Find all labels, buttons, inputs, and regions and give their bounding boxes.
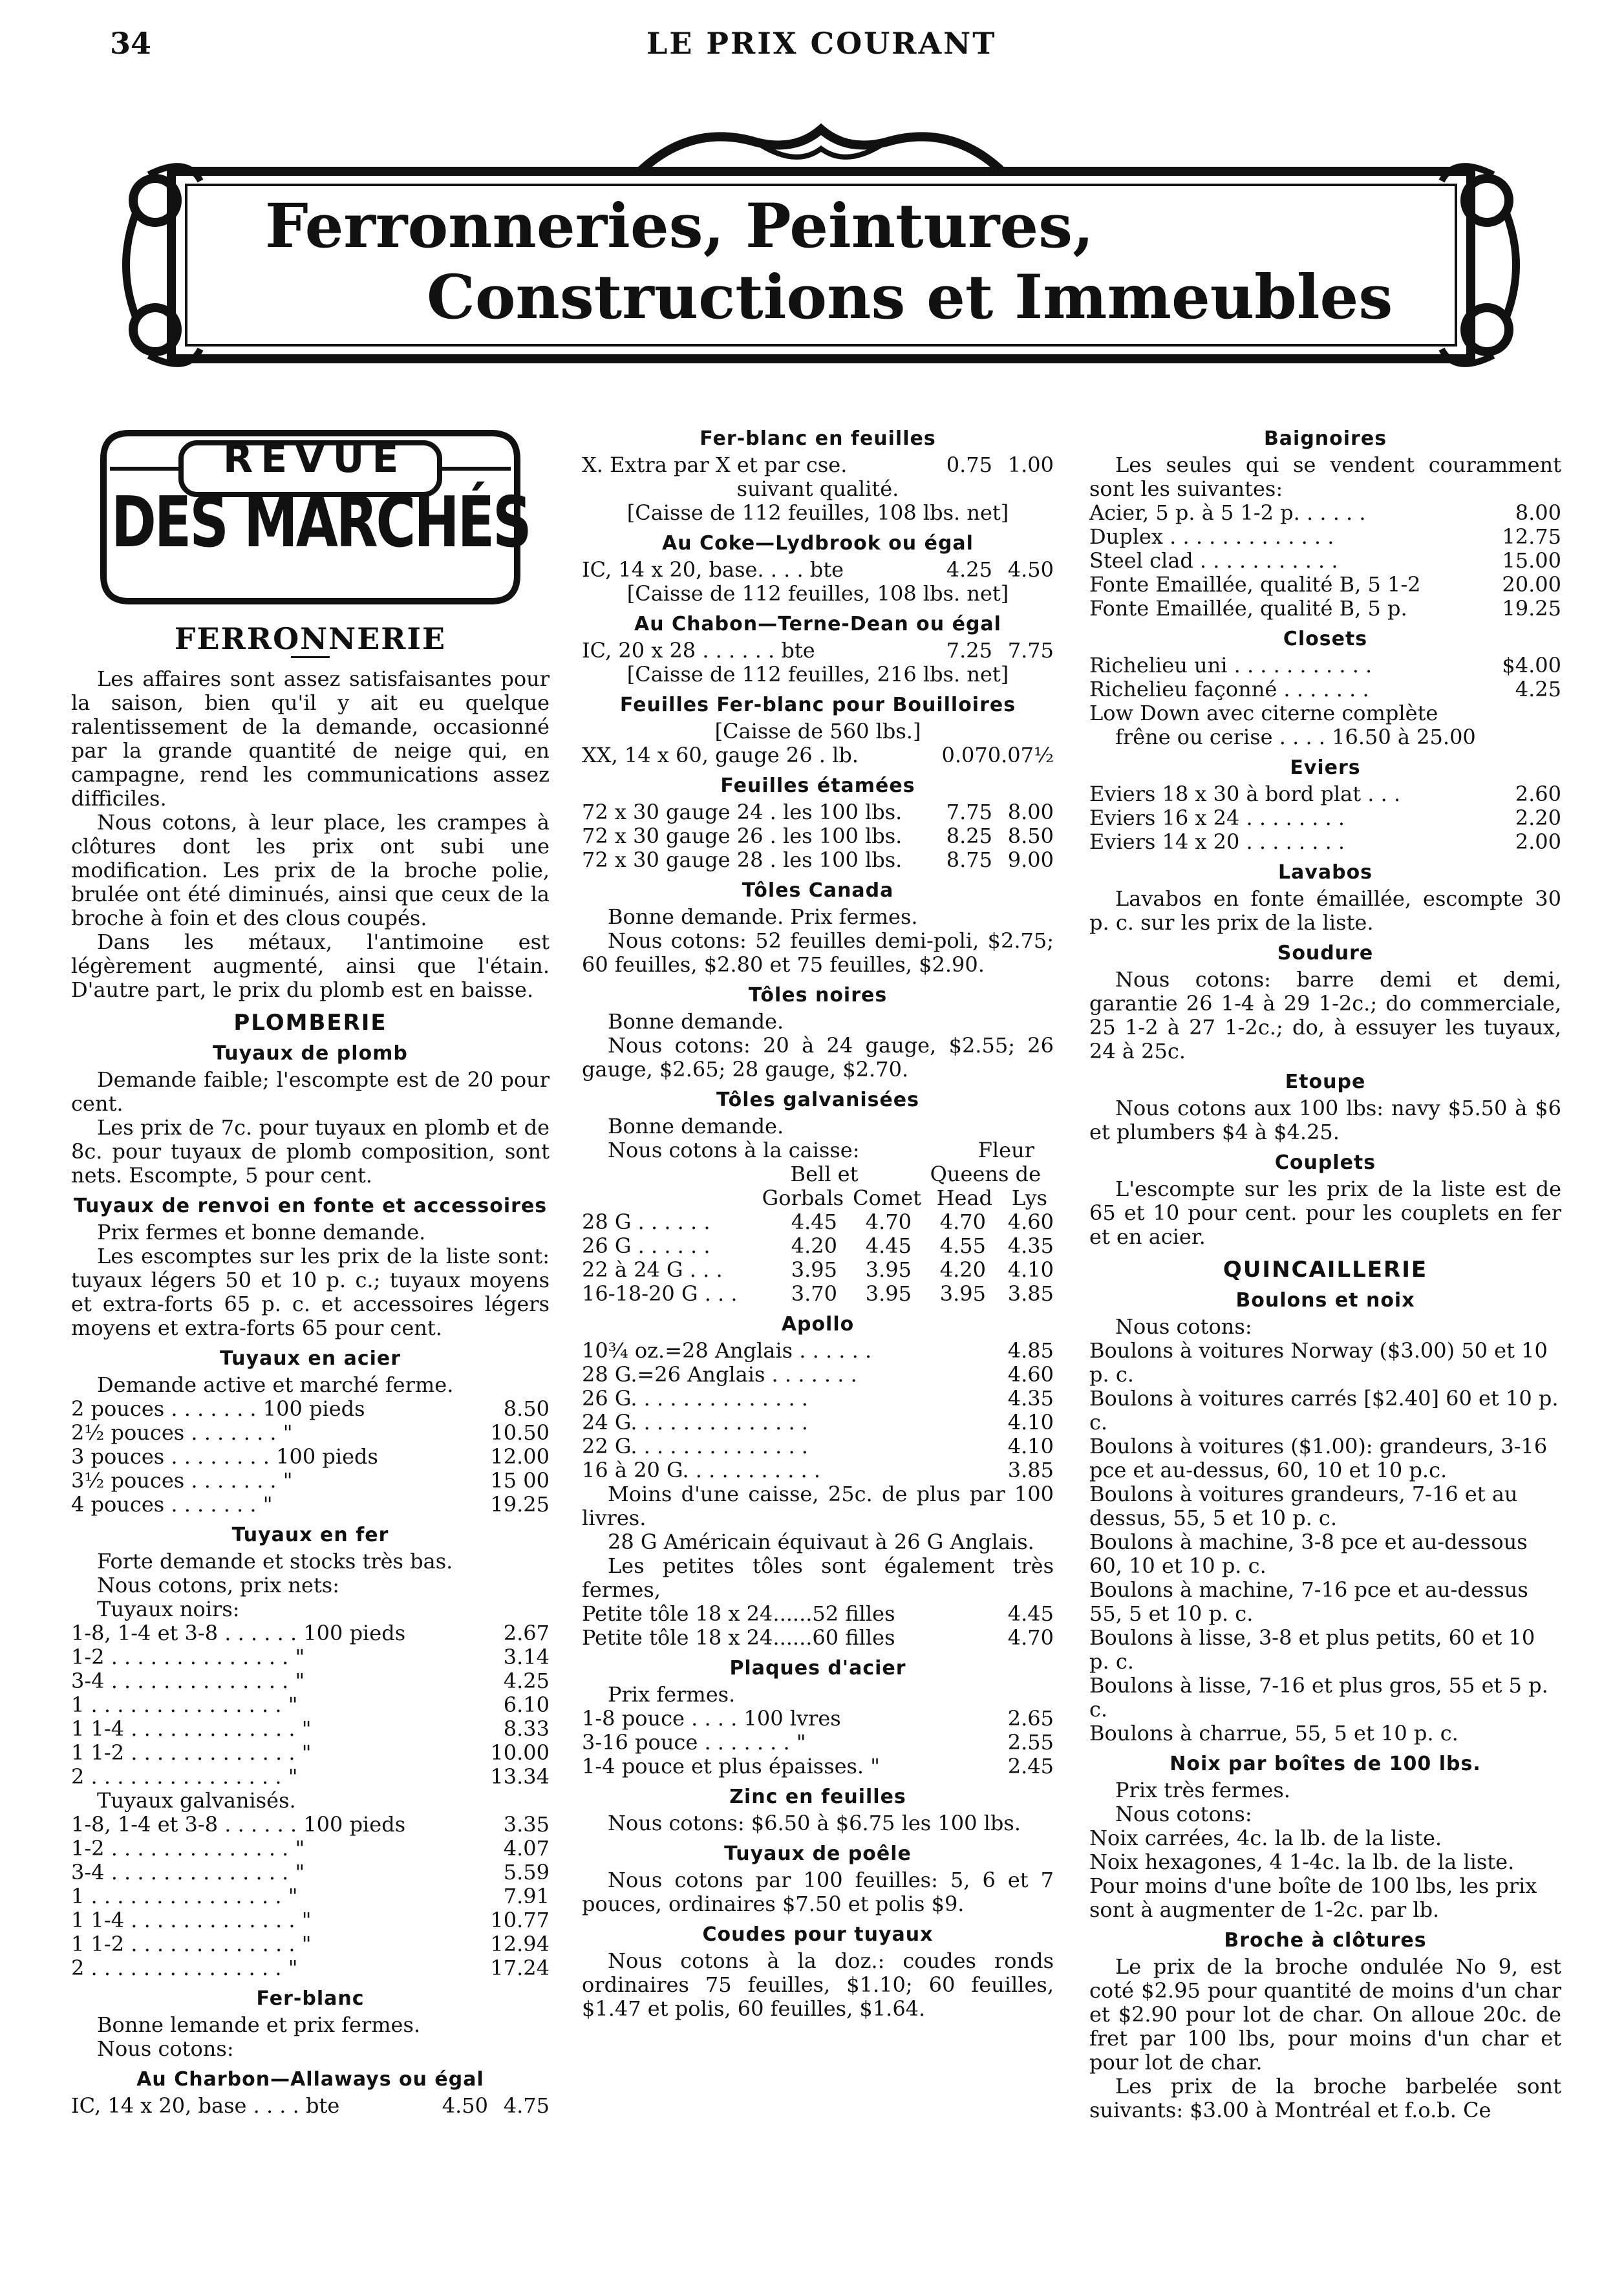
subsection-heading: Closets [1283,628,1368,650]
journal-title: LE PRIX COURANT [646,26,997,61]
paragraph: Moins d'une caisse, 25c. de plus par 100 livres. [582,1482,1054,1530]
paragraph: Le prix de la broche ondulée No 9, est coté $2.95 pour quantité de moins d'un char et $2.90 pour lot de char. On alloue 20c. de fret par 100 lbs, pour moins d'un char et pour lot de char. [1089,1954,1561,2075]
price-row [582,558,1054,582]
row-price: 8.00 [1007,800,1054,824]
row-label: 72 x 30 gauge 26 . les 100 lbs. [582,824,903,848]
price-row [71,1621,550,1645]
row-price: 4.85 [1007,1338,1054,1363]
price-row [71,1932,550,1956]
row-price: 8.50 [1007,824,1054,848]
subsection-heading: Zinc en feuilles [729,1786,906,1808]
row-price: 8.75 [946,848,992,872]
row-price: 4.50 [1007,557,1054,582]
price-row [582,1707,1054,1731]
price-row [582,1602,1054,1626]
paragraph: 28 G Américain équivaut à 26 G Anglais. [608,1530,1034,1554]
row-label: 1 1-2 . . . . . . . . . . . . . " [71,1932,312,1956]
row-price: 8.50 [503,1396,550,1421]
subsection-heading: Tuyaux de plomb [213,1042,408,1065]
table-row [582,1210,1054,1234]
table-header-row [582,1162,1054,1186]
column-header: Gorbals [762,1186,844,1210]
price-row [71,1397,550,1421]
price-row [582,1731,1054,1755]
row-price: 0.07½ [987,743,1054,767]
paragraph: Nous cotons: 52 feuilles demi-poli, $2.75; 60 feuilles, $2.80 et 75 feuilles, $2.90. [582,928,1054,977]
subsection-heading: Tuyaux en acier [219,1347,401,1370]
list-line: frêne ou cerise . . . . 16.50 à 25.00 [1115,725,1476,749]
row-label: 72 x 30 gauge 28 . les 100 lbs. [582,848,903,872]
column-3 [1089,420,1561,2122]
price-row [582,1339,1054,1363]
price-row [582,824,1054,848]
subsection-heading: Au Coke—Lydbrook ou égal [662,532,974,555]
price-row [71,1956,550,1980]
subsection-heading: Tôles galvanisées [716,1089,920,1111]
table-row [582,1258,1054,1282]
row-label: Richelieu façonné . . . . . . . [1089,678,1369,701]
row-price: 19.25 [490,1492,550,1517]
paragraph: Les affaires sont assez satisfaisantes pour la saison, bien qu'il y ait eu quelque ralentissement de la demande, occasionné par la grande quantité de neige qui, en campagne, rend les communications assez difficiles. [71,667,550,811]
row-label: IC, 20 x 28 . . . . . . bte [582,639,815,663]
row-price: 2.65 [1007,1706,1054,1731]
row-label: 1-8, 1-4 et 3-8 . . . . . . 100 pieds [71,1813,406,1837]
row-price: 8.33 [503,1716,550,1741]
price-row [71,1669,550,1693]
paragraph: Nous cotons: [1115,1802,1252,1826]
table-row [582,1282,1054,1306]
price-row [582,1411,1054,1435]
price-row [71,1741,550,1765]
column-header: Lys [1011,1186,1047,1210]
row-label: 2½ pouces . . . . . . . " [71,1421,293,1445]
row-price: 4.25 [503,1669,550,1693]
paragraph: Nous cotons: [1115,1314,1252,1339]
logo-word-revue: REVUE [223,436,407,482]
price-row [582,639,1054,663]
subsection-heading: Tuyaux en fer [231,1524,389,1546]
row-price: 2.60 [1515,782,1561,806]
section-heading: PLOMBERIE [233,1010,387,1036]
row-label: 28 G . . . . . . [582,1210,710,1234]
subsection-heading: Tuyaux de poêle [724,1842,912,1865]
row-price: 4.25 [946,557,992,582]
row-price: 4.35 [1007,1233,1054,1258]
row-price: 6.10 [503,1692,550,1717]
row-label: Fonte Emaillée, qualité B, 5 p. [1089,597,1407,621]
banner-title-line1: Ferronneries, Peintures, [265,191,1094,262]
row-label: 1 1-4 . . . . . . . . . . . . . " [71,1908,312,1932]
price-table [71,1621,550,1789]
page-header [110,26,1532,71]
row-label: 2 pouces . . . . . . . 100 pieds [71,1397,365,1421]
row-price: 4.10 [1007,1410,1054,1435]
row-price: 12.75 [1502,524,1561,549]
paragraph: Prix très fermes. [1115,1778,1290,1802]
price-row [582,1626,1054,1650]
row-price: 7.75 [1007,638,1054,663]
list-item: Pour moins d'une boîte de 100 lbs, les prix sont à augmenter de 1-2c. par lb. [1089,1873,1537,1922]
row-label: Eviers 14 x 20 . . . . . . . . [1089,830,1345,854]
paragraph: Nous cotons par 100 feuilles: 5, 6 et 7 pouces, ordinaires $7.50 et polis $9. [582,1868,1054,1916]
row-label: Duplex . . . . . . . . . . . . . [1089,525,1334,549]
price-row [582,743,1054,767]
price-row [582,1435,1054,1458]
row-price: 0.07 [941,743,988,767]
row-label: 26 G. . . . . . . . . . . . . . [582,1387,808,1411]
row-price: 4.35 [1007,1386,1054,1411]
row-label: 3-4 . . . . . . . . . . . . . . " [71,1669,305,1693]
subsection-heading: Etoupe [1285,1071,1366,1093]
row-price: 4.70 [1007,1625,1054,1650]
row-label: 1-8, 1-4 et 3-8 . . . . . . 100 pieds [71,1621,406,1645]
note: suivant qualité. [736,476,899,501]
logo-word-des-marches: DES MARCHÉS [111,482,530,563]
note: [Caisse de 112 feuilles, 216 lbs. net] [626,662,1009,687]
price-row [71,1861,550,1884]
price-row [1089,678,1561,701]
row-price: 7.25 [946,638,992,663]
row-label: 1-2 . . . . . . . . . . . . . . " [71,1837,305,1861]
table-header-row [582,1186,1054,1210]
row-price: 3.85 [1007,1281,1054,1306]
list-item: Boulons à machine, 7-16 pce et au-dessus 55, 5 et 10 p. c. [1089,1577,1528,1626]
paragraph: Les prix de 7c. pour tuyaux en plomb et de 8c. pour tuyaux de plomb composition, sont nets. Escompte, 5 pour cent. [71,1115,550,1188]
row-price: 10.77 [490,1908,550,1932]
row-price: 12.94 [490,1932,550,1956]
row-price: 20.00 [1502,572,1561,597]
price-row [1089,549,1561,573]
row-price: 4.70 [939,1210,986,1234]
paragraph: Nous cotons: 20 à 24 gauge, $2.55; 26 gauge, $2.65; 28 gauge, $2.70. [582,1033,1054,1082]
row-price: 4.70 [865,1210,912,1234]
column-1 [71,420,550,2118]
row-price: 8.25 [946,824,992,848]
row-label: 1 1-4 . . . . . . . . . . . . . " [71,1717,312,1741]
row-label: X. Extra par X et par cse. [582,453,848,477]
table-intro-text: Nous cotons à la caisse: [608,1138,860,1162]
price-row [1089,573,1561,597]
row-label: 2 . . . . . . . . . . . . . . . " [71,1765,298,1789]
row-price: 8.00 [1515,500,1561,525]
subsection-heading: Plaques d'acier [729,1657,906,1680]
row-price: 3.35 [503,1812,550,1837]
row-price: 1.00 [1007,453,1054,477]
row-price: 4.45 [1007,1601,1054,1626]
price-row [1089,806,1561,830]
row-label: 16-18-20 G . . . [582,1282,738,1306]
row-price: 0.75 [946,453,992,477]
row-price: 4.07 [503,1836,550,1861]
price-row [71,1445,550,1469]
row-price: 17.24 [490,1956,550,1980]
subsection-heading: Feuilles Fer-blanc pour Bouilloires [619,694,1016,716]
price-row [582,1755,1054,1778]
row-label: 10¾ oz.=28 Anglais . . . . . . [582,1339,872,1363]
row-label: 3-4 . . . . . . . . . . . . . . " [71,1861,305,1884]
row-price: 4.50 [442,2093,488,2118]
row-label: XX, 14 x 60, gauge 26 . lb. [582,743,859,767]
row-price: 4.60 [1007,1210,1054,1234]
section-title-ferronnerie: FERRONNERIE [174,621,447,656]
row-price: 4.20 [939,1257,986,1282]
note: [Caisse de 112 feuilles, 108 lbs. net] [626,581,1009,606]
paragraph: Les escomptes sur les prix de la liste sont: tuyaux légers 50 et 10 p. c.; tuyaux moyens et extra-forts 65 p. c. et accessoires légers moyens et extra-forts 65 pour cent. [71,1244,550,1340]
row-label: 3-16 pouce . . . . . . . " [582,1731,806,1755]
column-header: Bell et [790,1162,859,1186]
column-2 [582,420,1054,2021]
list-item: Boulons à voitures grandeurs, 7-16 et au dessus, 55, 5 et 10 p. c. [1089,1482,1518,1530]
row-label: 22 G. . . . . . . . . . . . . . [582,1435,808,1458]
price-row [71,1693,550,1717]
price-row [71,1645,550,1669]
paragraph: Forte demande et stocks très bas. [97,1549,453,1574]
subsection-heading: Boulons et noix [1235,1289,1415,1312]
row-label: Steel clad . . . . . . . . . . . [1089,549,1338,573]
list-item: Boulons à lisse, 7-16 et plus gros, 55 et 5 p. c. [1089,1673,1548,1722]
price-row [1089,830,1561,854]
subsection-heading: Fer-blanc [256,1987,365,2010]
subsection-heading: Baignoires [1263,427,1387,450]
subsection-heading: Coudes pour tuyaux [702,1923,934,1946]
subsection-heading: Tôles Canada [742,879,894,902]
revue-des-marches-logo [84,420,537,614]
column-header: Fleur [978,1138,1034,1162]
row-price: 13.34 [490,1764,550,1789]
row-price: 4.75 [503,2093,550,2118]
row-price: 4.25 [1515,677,1561,701]
price-row [1089,782,1561,806]
row-price: 3.95 [791,1257,837,1282]
price-row [582,453,1054,477]
list-caption: Tuyaux noirs: [97,1597,240,1621]
price-row [582,800,1054,824]
list-item: Boulons à voitures Norway ($3.00) 50 et 10 p. c. [1089,1338,1548,1387]
banner-title-line2: Constructions et Immeubles [427,262,1393,333]
row-price: 2.20 [1515,806,1561,830]
price-row [71,1469,550,1493]
paragraph: Nous cotons: barre demi et demi, garantie 26 1-4 à 29 1-2c.; do commerciale, 25 1-2 à 27 1-2c.; do, à essuyer les tuyaux, 24 à 25c. [1089,967,1561,1063]
list-line: Low Down avec citerne complète [1089,701,1438,725]
row-label: 1-4 pouce et plus épaisses. " [582,1755,880,1778]
column-header: Comet [853,1186,921,1210]
list-item: Boulons à lisse, 3-8 et plus petits, 60 et 10 p. c. [1089,1625,1535,1674]
paragraph: Bonne demande. [608,1114,784,1138]
row-price: 4.55 [939,1233,986,1258]
paragraph: L'escompte sur les prix de la liste est de 65 et 10 pour cent. pour les couplets en fer et en acier. [1089,1177,1561,1249]
row-label: 1 . . . . . . . . . . . . . . . " [71,1693,298,1717]
price-row [582,848,1054,872]
row-label: Acier, 5 p. à 5 1-2 p. . . . . . [1089,501,1366,525]
paragraph: Demande active et marché ferme. [97,1372,454,1397]
row-price: 4.45 [865,1233,912,1258]
paragraph: Les seules qui se vendent couramment sont les suivantes: [1089,453,1561,501]
row-price: 2.55 [1007,1730,1054,1755]
paragraph: Bonne demande. [608,1009,784,1034]
row-label: 2 . . . . . . . . . . . . . . . " [71,1956,298,1980]
price-row [71,1765,550,1789]
list-item: Noix hexagones, 4 1-4c. la lb. de la liste. [1089,1850,1515,1874]
row-price: 4.20 [791,1233,837,1258]
paragraph: Nous cotons: $6.50 à $6.75 les 100 lbs. [608,1811,1021,1835]
price-row [71,1421,550,1445]
row-label: 1-8 pouce . . . . 100 lvres [582,1707,841,1731]
paragraph: Bonne demande. Prix fermes. [608,904,918,929]
price-row [71,1908,550,1932]
subsection-heading: Tuyaux de renvoi en fonte et accessoires [73,1195,548,1217]
paragraph: Demande faible; l'escompte est de 20 pour cent. [71,1067,550,1116]
row-label: 1-2 . . . . . . . . . . . . . . " [71,1645,305,1669]
paragraph: Bonne lemande et prix fermes. [97,2012,421,2037]
price-table [71,1397,550,1517]
row-label: 24 G. . . . . . . . . . . . . . [582,1411,808,1435]
price-row [582,1458,1054,1482]
row-price: 19.25 [1502,596,1561,621]
subsection-heading: Feuilles étamées [720,774,915,797]
row-price: 2.45 [1007,1754,1054,1778]
row-label: 3 pouces . . . . . . . . 100 pieds [71,1445,378,1469]
price-row [1089,501,1561,525]
row-label: Eviers 16 x 24 . . . . . . . . [1089,806,1345,830]
row-label: Petite tôle 18 x 24......52 filles [582,1602,895,1626]
list-item: Boulons à voitures carrés [$2.40] 60 et 10 p. c. [1089,1386,1559,1435]
price-row [71,1884,550,1908]
paragraph: Les petites tôles sont également très fermes, [582,1553,1054,1602]
row-label: Richelieu uni . . . . . . . . . . . [1089,654,1373,678]
subsection-heading: Au Charbon—Allaways ou égal [136,2068,484,2091]
row-label: Fonte Emaillée, qualité B, 5 1-2 [1089,573,1421,597]
row-label: 16 à 20 G. . . . . . . . . . . [582,1458,821,1482]
row-price: $4.00 [1502,653,1561,678]
paragraph: Nous cotons à la doz.: coudes ronds ordinaires 75 feuilles, $1.10; 60 feuilles, $1.47 et polis, 60 feuilles, $1.64. [582,1948,1054,2021]
price-row [1089,654,1561,678]
list-caption: Tuyaux galvanisés. [97,1788,296,1813]
subsection-heading: Tôles noires [748,984,888,1007]
row-price: 10.50 [490,1420,550,1445]
row-price: 15.00 [1502,548,1561,573]
paragraph: Nous cotons, prix nets: [97,1573,339,1597]
row-price: 3.95 [939,1281,986,1306]
price-row [1089,525,1561,549]
subsection-heading: Noix par boîtes de 100 lbs. [1170,1753,1481,1775]
row-price: 4.10 [1007,1434,1054,1458]
paragraph: Prix fermes et bonne demande. [97,1220,426,1244]
row-label: 22 à 24 G . . . [582,1258,723,1282]
list-item: Boulons à charrue, 55, 5 et 10 p. c. [1089,1721,1458,1745]
paragraph: Lavabos en fonte émaillée, escompte 30 p. c. sur les prix de la liste. [1089,886,1561,935]
price-table [71,1813,550,1980]
row-label: IC, 14 x 20, base . . . . bte [71,2094,340,2118]
row-price: 4.45 [791,1210,837,1234]
subsection-heading: Couplets [1274,1151,1376,1174]
row-label: 28 G.=26 Anglais . . . . . . . [582,1363,857,1387]
row-price: 4.10 [1007,1257,1054,1282]
price-row [71,1493,550,1517]
row-price: 10.00 [490,1740,550,1765]
row-price: 3.95 [865,1257,912,1282]
subsection-heading: Apollo [781,1313,855,1336]
row-price: 2.67 [503,1621,550,1645]
paragraph: Les prix de la broche barbelée sont suivants: $3.00 à Montréal et f.o.b. Ce [1089,2074,1561,2122]
column-header: Head [936,1186,992,1210]
row-label: 1 1-2 . . . . . . . . . . . . . " [71,1741,312,1765]
row-price: 5.59 [503,1860,550,1884]
row-label: 26 G . . . . . . [582,1234,710,1258]
row-price: 2.00 [1515,829,1561,854]
list-item: Boulons à machine, 3-8 pce et au-dessous 60, 10 et 10 p. c. [1089,1530,1528,1578]
row-price: 3.95 [865,1281,912,1306]
paragraph: Nous cotons: [97,2036,234,2061]
row-price: 3.14 [503,1645,550,1669]
subsection-heading: Soudure [1277,942,1374,965]
price-row [71,1717,550,1741]
subsection-heading: Fer-blanc en feuilles [700,427,936,450]
price-row [1089,597,1561,621]
paragraph: Nous cotons, à leur place, les crampes à clôtures dont les prix ont subi une modification. Les prix de la broche polie, brulée ont été diminués, ainsi que ceux de la broche à foin et des clous coupés. [71,810,550,930]
row-price: 7.91 [503,1884,550,1908]
section-heading: QUINCAILLERIE [1223,1257,1428,1283]
row-label: 1 . . . . . . . . . . . . . . . " [71,1884,298,1908]
list-item: Noix carrées, 4c. la lb. de la liste. [1089,1826,1442,1850]
row-label: Eviers 18 x 30 à bord plat . . . [1089,782,1401,806]
row-label: 4 pouces . . . . . . . " [71,1493,273,1517]
row-label: IC, 14 x 20, base. . . . bte [582,558,844,582]
row-price: 3.85 [1007,1458,1054,1482]
price-row [71,1813,550,1837]
table-intro [582,1138,1054,1162]
page-number: 34 [110,26,152,61]
row-label: Petite tôle 18 x 24......60 filles [582,1626,895,1650]
row-price: 12.00 [490,1444,550,1469]
note: [Caisse de 112 feuilles, 108 lbs. net] [626,500,1009,525]
row-price: 3.70 [791,1281,837,1306]
row-price: 7.75 [946,800,992,824]
row-price: 15 00 [490,1468,550,1493]
title-rule [291,656,330,658]
price-row [71,1837,550,1861]
table-row [582,1234,1054,1258]
price-row [582,1387,1054,1411]
subsection-heading: Au Chabon—Terne-Dean ou égal [634,613,1001,635]
section-banner [110,116,1532,375]
row-label: 72 x 30 gauge 24 . les 100 lbs. [582,800,903,824]
price-row [582,1363,1054,1387]
row-label: 3½ pouces . . . . . . . " [71,1469,293,1493]
subsection-heading: Eviers [1290,756,1361,779]
column-header: Queens de [930,1162,1041,1186]
paragraph: Nous cotons aux 100 lbs: navy $5.50 à $6 et plumbers $4 à $4.25. [1089,1096,1561,1144]
subsection-heading: Lavabos [1277,861,1373,884]
note: [Caisse de 560 lbs.] [714,719,921,743]
subsection-heading: Broche à clôtures [1224,1929,1427,1952]
paragraph: Dans les métaux, l'antimoine est légèrement augmenté, ainsi que l'étain. D'autre part, le prix du plomb est en baisse. [71,930,550,1002]
row-price: 4.60 [1007,1362,1054,1387]
list-item: Boulons à voitures ($1.00): grandeurs, 3-16 pce et au-dessus, 60, 10 et 10 p.c. [1089,1434,1548,1482]
price-row [71,2094,550,2118]
row-price: 9.00 [1007,848,1054,872]
paragraph: Prix fermes. [608,1682,736,1707]
